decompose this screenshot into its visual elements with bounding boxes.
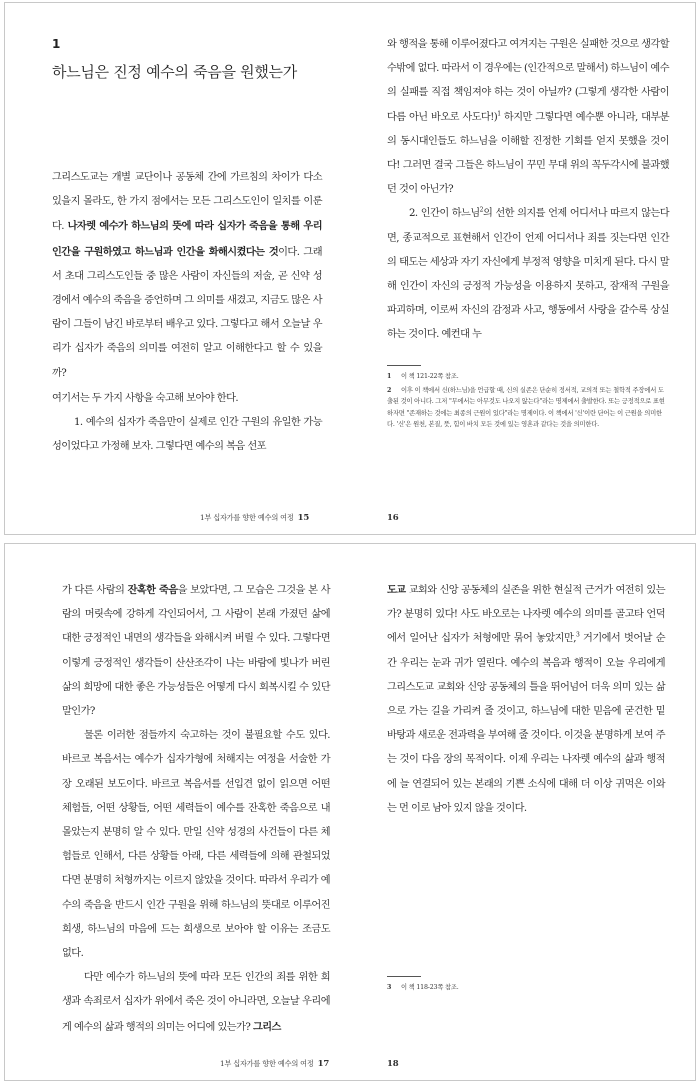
paragraph-text: 교회와 신앙 공동체의 실존을 위한 현실적 근거가 여전히 있는가? 분명히 있다! 사도 바오로는 나자렛 예수의 의미를 골고타 언덕에서 일어난 십자가 처형에만 묶어 놓았지만, — [387, 585, 665, 645]
emphasis-text: 그리스 — [252, 1020, 281, 1033]
body-text-block — [52, 387, 322, 460]
running-head — [387, 1059, 398, 1069]
footnote-rule — [387, 365, 421, 366]
paragraph-text: 가 다른 사람의 — [62, 585, 128, 596]
page-16 — [351, 3, 697, 534]
paragraph-text: 을 보았다면, 그 모습은 그것을 본 사람의 머릿속에 강하게 각인되어서, 그 사람이 본래 가졌던 삶에 대한 긍정적인 내면의 생각들을 와해시켜 버릴 수 있다. 그렇다면 이렇게 긍정적인 생각들이 산산조각이 나는 바람에 빛나가 버린 삶의 희망에 대한 좋은 가능성들은 어떻게 다시 회복시킬 수 있단 말인가? — [62, 585, 330, 718]
page-number: 15 — [297, 513, 310, 523]
footnotes — [387, 982, 669, 996]
footnote-number: 3 — [387, 984, 392, 991]
page-number: 16 — [387, 513, 399, 523]
paragraph-text: 다만 예수가 하느님의 뜻에 따라 모든 인간의 죄를 위한 희생과 속죄로서 십자가 위에서 죽은 것이 아니라면, 오늘날 우리에게 예수의 삶과 행적의 의미는 어디에 있는가? — [62, 972, 330, 1033]
footnote-text: 이 책 118-23쪽 참조. — [401, 984, 459, 991]
paragraph-text: 2. 인간이 하느님 — [409, 208, 480, 220]
paragraph — [387, 202, 669, 347]
footnote-number: 2 — [387, 387, 392, 395]
running-head — [387, 513, 398, 523]
chapter-title: 하느님은 진정 예수의 죽음을 원했는가 — [52, 63, 297, 81]
page-18 — [351, 544, 697, 1080]
paragraph-text: 의 선한 의지를 언제 어디서나 따르지 않는다면, 종교적으로 표현해서 인간이 언제 어디서나 죄를 짓는다면 인간의 태도는 세상과 자기 자신에게 부정적 영향을 미치게 된다. 다시 말해 인간이 자신의 긍정적 가능성을 이용하지 못하고, 잠재적 구원을 파괴하며, 이로써 자신의 감정과 사고, 행동에서 사랑을 갈수록 상실하는 것이다. 예컨대 누 — [387, 208, 670, 341]
footnote-ref: 3 — [575, 632, 580, 640]
paragraph-text: 그리스도교는 개별 교단이나 공동체 간에 가르침의 차이가 다소 있을지 몰라도, 한 가지 점에서는 모든 그리스도인이 일치를 이룬다. — [52, 172, 322, 233]
paragraph — [387, 578, 665, 821]
footnote-text: 이 책 121-22쪽 참조. — [401, 373, 459, 380]
emphasis-text: 나자렛 예수가 하느님의 뜻에 따라 십자가 죽음을 통해 우리 인간을 구원하였고 하느님과 인간을 화해시켰다는 것 — [52, 220, 322, 258]
running-head — [200, 513, 309, 523]
footnote — [387, 385, 669, 430]
spread-pages-17-18 — [4, 543, 696, 1081]
body-text-block — [52, 166, 322, 386]
paragraph: 물론 이러한 점들까지 숙고하는 것이 불필요할 수도 있다. 바르코 복음서는 예수가 십자가형에 처해지는 여정을 서술한 가장 오래된 보도이다. 바르코 복음서를 선입견 없이 읽으면 어떤 체험들, 어떤 상황들, 어떤 세력들이 예수를 잔혹한 죽음으로 내몰았는지 분명히 알 수 있다. 만일 신약 성경의 사건들이 다른 체험들로 인해서, 다른 상황들 아래, 다른 세력들에 의해 관철되었다면 분명히 처형까지는 이르지 않았을 것이다. 따라서 우리가 예수의 죽음을 반드시 인간 구원을 위해 하느님의 뜻대로 이루어진 희생, 하느님의 마음에 드는 희생으로 보아야 할 이유는 조금도 없다. — [62, 730, 330, 960]
footnote — [387, 371, 669, 382]
emphasis-text: 도교 — [387, 584, 406, 596]
running-head-text: 1부 십자가를 향한 예수의 여정 — [220, 1059, 314, 1068]
paragraph-text: 거기에서 벗어날 순간 우리는 눈과 귀가 열린다. 예수의 복음과 행적이 오늘 우리에게 그리스도교 교회와 신앙 공동체의 틀을 뛰어넘어 더욱 의미 있는 삶으로 가는 길을 가리켜 줄 것이고, 하느님에 대한 믿음에 굳건한 밑바탕과 새로운 전과력을 부여해 줄 것이다. 이것을 분명하게 보여 주는 것이 다음 장의 목적이다. 이제 우리는 나자렛 예수의 삶과 행적에 늘 연결되어 있는 본래의 기쁜 소식에 대해 더 이상 귀먹은 이와는 먼 이로 남아 있지 않을 것이다. — [387, 633, 665, 814]
page-number: 17 — [317, 1059, 330, 1069]
paragraph — [62, 578, 330, 724]
footnote-rule — [387, 976, 421, 977]
emphasis-text: 잔혹한 죽음 — [127, 584, 178, 596]
paragraph-text: 하지만 그렇다면 예수뿐 아니라, 대부분의 동시대인들도 하느님을 이해할 진정한 기회를 얻지 못했을 것이다! 그러면 결국 그들은 하느님이 꾸민 무대 위의 꼭두각시에 불과했던 것이 아닌가? — [387, 111, 669, 196]
running-head-text: 1부 십자가를 향한 예수의 여정 — [200, 513, 294, 522]
page-15 — [5, 3, 351, 534]
paragraph — [62, 966, 330, 1040]
paragraph: 여기서는 두 가지 사항을 숙고해 보아야 한다. — [52, 393, 239, 404]
paragraph — [52, 166, 322, 386]
paragraph: 1. 예수의 십자가 죽음만이 실제로 인간 구원의 유일한 가능성이었다고 가정해 보자. 그렇다면 예수의 복음 선포 — [52, 417, 322, 453]
footnote — [387, 982, 669, 993]
spread-pages-15-16 — [4, 2, 696, 535]
paragraph — [387, 33, 669, 202]
page-number: 18 — [387, 1059, 399, 1069]
page-17 — [5, 544, 351, 1080]
chapter-number: 1 — [52, 37, 61, 51]
body-text-block — [387, 578, 665, 821]
footnote-text: 이후 이 책에서 신(하느님)을 언급할 때, 신의 실존은 단순히 정서적, 교의적 또는 철학적 주장에서 도출된 것이 아니다. 그저 "무에서는 아무것도 나오지 않는다"라는 명제에서 출발한다. 또는 긍정적으로 표현하자면 "존재하는 것에는 최종의 근원이 있다"라는 명제이다. 이 책에서 '신'이란 단어는 이 근원을 의미한다. '신'은 원천, 본질, 뜻, 힘이 바치 모든 것에 있는 영혼과 같다는 것을 의미한다. — [387, 387, 665, 428]
footnote-number: 1 — [387, 373, 392, 380]
footnote-ref: 1 — [497, 110, 501, 118]
body-text-block — [387, 33, 669, 348]
body-text-block — [62, 578, 330, 1040]
running-head — [220, 1059, 329, 1069]
footnote-ref: 2 — [479, 207, 483, 215]
footnotes — [387, 371, 669, 433]
paragraph-text: 와 행적을 통해 이루어졌다고 여겨지는 구원은 실패한 것으로 생각할 수밖에 없다. 따라서 이 경우에는 (인간적으로 말해서) 하느님이 예수의 실패를 직접 책임져야 하는 것이 아닐까? (그렇게 생각한 사람이 다름 아닌 바오로 사도다!) — [387, 39, 669, 123]
paragraph-text: 이다. 그래서 초대 그리스도인들 중 많은 사람이 자신들의 저술, 곧 신약 성경에서 예수의 죽음을 증언하며 그 의미를 새겼고, 지금도 많은 사람이 그들이 남긴 바로부터 배우고 있다. 그렇다고 해서 오늘날 우리가 십자가 죽음의 의미를 여전히 알고 이해한다고 할 수 있을까? — [52, 246, 322, 379]
